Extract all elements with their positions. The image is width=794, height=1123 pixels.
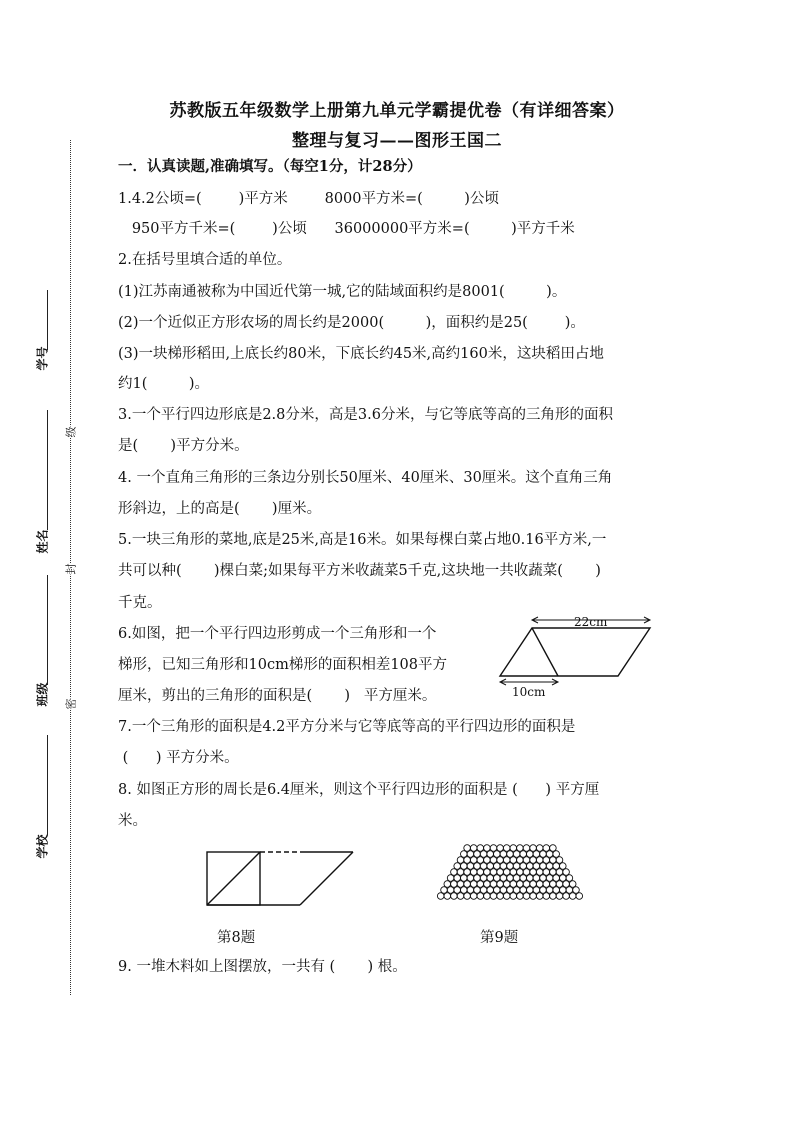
log-circle (510, 881, 517, 888)
page-subtitle: 整理与复习——图形王国二 (292, 131, 502, 151)
log-circle (494, 875, 501, 882)
question-2: 2.在括号里填合适的单位。 (118, 252, 292, 268)
margin-blank-name (47, 410, 48, 530)
log-circle (503, 845, 510, 852)
log-circle (461, 863, 468, 870)
question-8-line-1: 8. 如图正方形的周长是6.4厘米，则这个平行四边形的面积是 ( ) 平方厘 (118, 782, 600, 798)
log-circle (550, 869, 557, 876)
log-circle (494, 851, 501, 858)
section-heading: 一．认真读题,准确填写。（每空1分，计28分） (118, 158, 422, 175)
log-circle (490, 845, 497, 852)
log-circle (454, 887, 461, 894)
log-circle (573, 887, 580, 894)
log-circle (497, 845, 504, 852)
figure-6-bottom-label: 10cm (512, 685, 546, 699)
log-circle (484, 869, 491, 876)
log-circle (523, 881, 530, 888)
figure-9-caption: 第9题 (480, 930, 519, 946)
log-circle (543, 857, 550, 864)
margin-blank-school (47, 735, 48, 835)
log-circle (533, 875, 540, 882)
cut-line (532, 628, 558, 676)
log-circle (497, 857, 504, 864)
log-circle (477, 881, 484, 888)
log-circle (507, 863, 514, 870)
log-circle (467, 875, 474, 882)
log-circle (477, 845, 484, 852)
question-1-line-2: 950平方千米=( )公顷 36000000平方米=( )平方千米 (118, 221, 575, 237)
log-circle (470, 881, 477, 888)
log-circle (530, 845, 537, 852)
log-circle (507, 875, 514, 882)
log-circle (560, 875, 567, 882)
parallelogram-outline (500, 628, 650, 676)
log-circle (563, 893, 570, 900)
log-circle (563, 881, 570, 888)
log-circle (527, 875, 534, 882)
seal-char-2: 封 (64, 563, 78, 575)
log-circle (553, 851, 560, 858)
log-circle (503, 893, 510, 900)
log-circle (500, 863, 507, 870)
question-5-line-1: 5.一块三角形的菜地,底是25米,高是16米。如果每棵白菜占地0.16平方米,一 (118, 532, 607, 548)
log-circle (510, 893, 517, 900)
log-circle (540, 863, 547, 870)
log-circle (461, 887, 468, 894)
log-circle (520, 875, 527, 882)
log-circle (510, 845, 517, 852)
question-6-line-3: 厘米，剪出的三角形的面积是( ) 平方厘米。 (118, 688, 437, 704)
log-circle (560, 887, 567, 894)
log-circle (530, 869, 537, 876)
log-circle (556, 893, 563, 900)
log-circle (510, 869, 517, 876)
log-circle (566, 887, 573, 894)
log-circle (576, 893, 583, 900)
log-circle (513, 851, 520, 858)
log-circle (480, 887, 487, 894)
question-6-line-2: 梯形，已知三角形和10cm梯形的面积相差108平方 (118, 657, 447, 673)
log-circle (533, 863, 540, 870)
log-circle (464, 881, 471, 888)
log-circle (530, 881, 537, 888)
log-circle (536, 881, 543, 888)
log-circle (517, 893, 524, 900)
log-circle (540, 875, 547, 882)
log-circle (540, 851, 547, 858)
log-circle (494, 887, 501, 894)
log-circle (560, 863, 567, 870)
log-circle (520, 863, 527, 870)
log-circle (467, 863, 474, 870)
margin-blank-class (47, 575, 48, 685)
question-2-part-3-line-1: (3)一块梯形稻田,上底长约80米，下底长约45米,高约160米，这块稻田占地 (118, 346, 604, 362)
log-circle (553, 887, 560, 894)
log-circle (507, 851, 514, 858)
log-circle (467, 851, 474, 858)
log-circle (467, 887, 474, 894)
log-circle (500, 851, 507, 858)
log-circle (457, 893, 464, 900)
log-circle (550, 857, 557, 864)
question-9: 9. 一堆木料如上图摆放，一共有 ( ) 根。 (118, 959, 407, 975)
log-circle (484, 845, 491, 852)
log-circle (447, 887, 454, 894)
parallelogram-right-side (300, 852, 353, 905)
log-circle (556, 881, 563, 888)
question-2-part-2: (2)一个近似正方形农场的周长约是2000( )，面积约是25( )。 (118, 315, 585, 331)
log-circle (503, 881, 510, 888)
log-circle (490, 881, 497, 888)
log-circle (553, 863, 560, 870)
figure-6-top-label: 22cm (574, 615, 608, 629)
log-circle (464, 857, 471, 864)
log-circle (546, 851, 553, 858)
log-circle (484, 881, 491, 888)
log-circle (546, 875, 553, 882)
log-circle (523, 893, 530, 900)
log-circle (556, 857, 563, 864)
question-2-part-3-line-2: 约1( )。 (118, 376, 210, 392)
log-circle (451, 869, 458, 876)
log-circle (550, 893, 557, 900)
log-circle (536, 845, 543, 852)
question-3-line-1: 3.一个平行四边形底是2.8分米，高是3.6分米，与它等底等高的三角形的面积 (118, 407, 613, 423)
log-circle (464, 869, 471, 876)
log-circle (527, 851, 534, 858)
log-circle (569, 881, 576, 888)
question-7-line-1: 7.一个三角形的面积是4.2平方分米与它等底等高的平行四边形的面积是 (118, 719, 576, 735)
margin-label-student-id: 学号 (35, 346, 50, 371)
log-circle (474, 887, 481, 894)
seal-char-1: 级 (64, 426, 78, 438)
log-circle (447, 875, 454, 882)
log-circle (484, 893, 491, 900)
log-circle (520, 851, 527, 858)
log-circle (497, 893, 504, 900)
log-circle (451, 881, 458, 888)
log-circle (527, 863, 534, 870)
figure-6-parallelogram (490, 610, 670, 700)
log-circle (490, 857, 497, 864)
log-circle (520, 887, 527, 894)
log-circle (536, 857, 543, 864)
margin-label-class: 班级 (35, 682, 50, 707)
log-circle (470, 857, 477, 864)
question-5-line-3: 千克。 (118, 595, 162, 611)
page-title: 苏教版五年级数学上册第九单元学霸提优卷（有详细答案） (169, 101, 625, 121)
log-circle (507, 887, 514, 894)
log-circle (437, 893, 444, 900)
log-circle (474, 875, 481, 882)
log-circle (490, 893, 497, 900)
log-circle (517, 857, 524, 864)
log-circle (513, 887, 520, 894)
log-circle (494, 863, 501, 870)
log-circle (457, 869, 464, 876)
log-circle (523, 857, 530, 864)
log-circle (510, 857, 517, 864)
log-circle (569, 893, 576, 900)
log-circle (530, 893, 537, 900)
log-circle (503, 869, 510, 876)
log-circle (553, 875, 560, 882)
question-3-line-2: 是( )平方分米。 (118, 438, 249, 454)
log-circle (457, 881, 464, 888)
log-circle (523, 869, 530, 876)
log-circle (556, 869, 563, 876)
margin-label-school: 学校 (35, 834, 50, 859)
figure-8-caption: 第8题 (217, 930, 256, 946)
figure-8-square-parallelogram (200, 845, 360, 910)
log-circle (451, 893, 458, 900)
log-circle (540, 887, 547, 894)
log-circle (477, 857, 484, 864)
log-circle (470, 869, 477, 876)
question-1-line-1: 1.4.2公顷=( )平方米 8000平方米=( )公顷 (118, 191, 499, 207)
log-circle (550, 845, 557, 852)
log-circle (517, 881, 524, 888)
log-circle (533, 851, 540, 858)
log-circle (546, 887, 553, 894)
log-circle (513, 863, 520, 870)
log-circle (487, 875, 494, 882)
log-circle (536, 893, 543, 900)
log-circle (517, 845, 524, 852)
log-circle (470, 845, 477, 852)
log-circle (527, 887, 534, 894)
log-circle (477, 869, 484, 876)
question-6-line-1: 6.如图，把一个平行四边形剪成一个三角形和一个 (118, 626, 437, 642)
log-circle (444, 893, 451, 900)
log-circle (464, 845, 471, 852)
log-circle (487, 851, 494, 858)
log-circle (550, 881, 557, 888)
margin-blank-student-id (47, 290, 48, 350)
log-circle (500, 875, 507, 882)
question-2-part-1: (1)江苏南通被称为中国近代第一城,它的陆域面积约是8001( )。 (118, 284, 567, 300)
log-circle (490, 869, 497, 876)
log-circle (517, 869, 524, 876)
seal-char-3: 密 (64, 698, 78, 710)
question-8-line-2: 米。 (118, 813, 147, 829)
log-circle (543, 869, 550, 876)
figure-9-log-pile (430, 842, 590, 912)
log-circle (477, 893, 484, 900)
log-circle (480, 875, 487, 882)
log-circle (533, 887, 540, 894)
log-circle (497, 869, 504, 876)
log-circle (470, 893, 477, 900)
log-circle (566, 875, 573, 882)
parallelogram-left-side (207, 852, 260, 905)
log-circle (513, 875, 520, 882)
log-circle (461, 851, 468, 858)
question-7-line-2: ( ) 平方分米。 (118, 750, 239, 766)
question-4-line-1: 4. 一个直角三角形的三条边分别长50厘米、40厘米、30厘米。这个直角三角 (118, 470, 613, 486)
log-circle (480, 851, 487, 858)
log-circle (444, 881, 451, 888)
log-circle (474, 851, 481, 858)
log-circle (454, 863, 461, 870)
log-circle (487, 863, 494, 870)
log-circle (441, 887, 448, 894)
log-circle (546, 863, 553, 870)
log-circle (454, 875, 461, 882)
log-circle (503, 857, 510, 864)
margin-label-name: 姓名 (35, 529, 50, 554)
log-circle (536, 869, 543, 876)
log-circle (563, 869, 570, 876)
log-circle (474, 863, 481, 870)
log-circle (500, 887, 507, 894)
log-circle (464, 893, 471, 900)
log-circle (461, 875, 468, 882)
question-5-line-2: 共可以种( )棵白菜;如果每平方米收蔬菜5千克,这块地一共收蔬菜( ) (118, 563, 601, 579)
log-circle (480, 863, 487, 870)
log-circle (543, 845, 550, 852)
log-circle (530, 857, 537, 864)
question-4-line-2: 形斜边，上的高是( )厘米。 (118, 501, 322, 517)
log-circle (484, 857, 491, 864)
log-circle (457, 857, 464, 864)
log-circle (497, 881, 504, 888)
log-circle (487, 887, 494, 894)
log-circle (523, 845, 530, 852)
log-circle (543, 893, 550, 900)
log-circle (543, 881, 550, 888)
